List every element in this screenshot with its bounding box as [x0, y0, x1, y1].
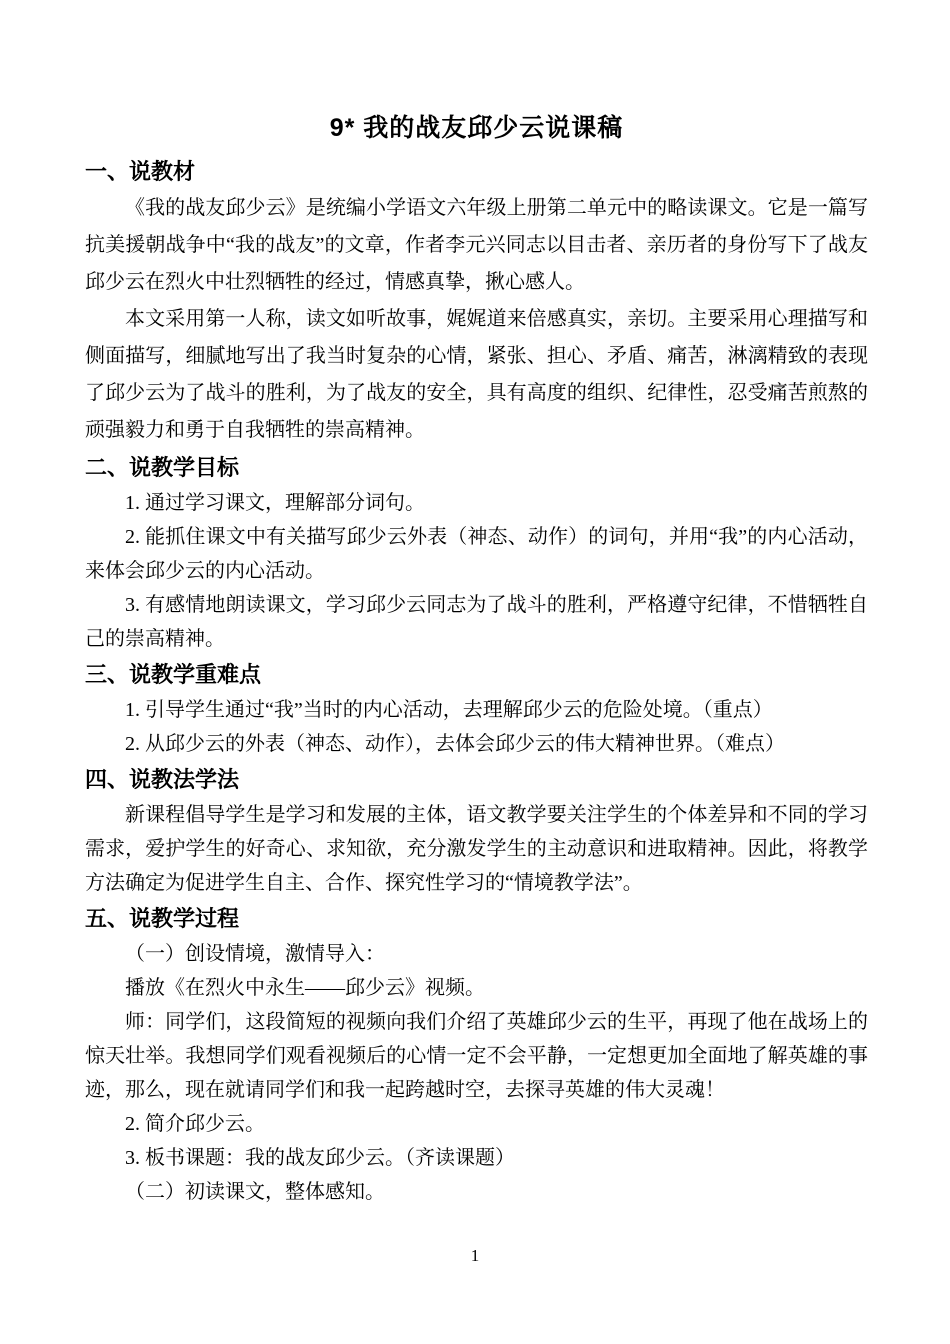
- section-heading: 四、说教法学法: [85, 767, 240, 792]
- paragraph: 《我的战友邱少云》是统编小学语文六年级上册第二单元中的略读课文。它是一篇写抗美援朝战争中“我的战友”的文章，作者李元兴同志以目击者、亲历者的身份写下了战友邱少云在烈火中壮烈牺牲的经过，情感真挚，揪心感人。: [85, 197, 868, 293]
- paragraph: 新课程倡导学生是学习和发展的主体，语文教学要关注学生的个体差异和不同的学习需求，爱护学生的好奇心、求知欲，充分激发学生的主动意识和进取精神。因此，将教学方法确定为促进学生自主、合作、探究性学习的“情境教学法”。: [85, 804, 868, 894]
- section-shuo-jiaocai: [85, 158, 868, 449]
- paragraph: 1. 通过学习课文，理解部分词句。: [125, 492, 425, 514]
- section-body: [85, 798, 868, 900]
- document-title: 9* 我的战友邱少云说课稿: [329, 114, 624, 142]
- section-body: [85, 190, 868, 449]
- paragraph: 2. 简介邱少云。: [125, 1113, 265, 1135]
- paragraph: 播放《在烈火中永生——邱少云》视频。: [125, 977, 485, 999]
- paragraph: 3. 有感情地朗读课文，学习邱少云同志为了战斗的胜利，严格遵守纪律，不惜牺牲自己的崇高精神。: [85, 594, 868, 650]
- section-heading: 三、说教学重难点: [85, 662, 262, 687]
- section-body: [85, 937, 868, 1209]
- paragraph: 2. 从邱少云的外表（神态、动作），去体会邱少云的伟大精神世界。（难点）: [125, 733, 785, 755]
- section-heading: 五、说教学过程: [85, 906, 240, 931]
- section-jiaoxue-guocheng: [85, 905, 868, 1209]
- section-body: [85, 486, 868, 656]
- paragraph: 师：同学们，这段简短的视频向我们介绍了英雄邱少云的生平，再现了他在战场上的惊天壮举。我想同学们观看视频后的心情一定不会平静，一定想更加全面地了解英雄的事迹，那么，现在就请同学们和我一起跨越时空，去探寻英雄的伟大灵魂！: [85, 1011, 868, 1101]
- page-number: 1: [470, 1246, 480, 1265]
- paragraph: 本文采用第一人称，读文如听故事，娓娓道来倍感真实，亲切。主要采用心理描写和侧面描写，细腻地写出了我当时复杂的心情，紧张、担心、矛盾、痛苦，淋漓精致的表现了邱少云为了战斗的胜利，为了战友的安全，具有高度的组织、纪律性，忍受痛苦煎熬的顽强毅力和勇于自我牺牲的崇高精神。: [85, 308, 868, 441]
- section-heading: 二、说教学目标: [85, 455, 240, 480]
- paragraph: （一）创设情境，激情导入：: [125, 943, 385, 965]
- section-heading: 一、说教材: [85, 159, 196, 184]
- paragraph: （二）初读课文，整体感知。: [125, 1181, 385, 1203]
- paragraph: 3. 板书课题：我的战友邱少云。（齐读课题）: [125, 1147, 515, 1169]
- paragraph: 1. 引导学生通过“我”当时的内心活动，去理解邱少云的危险处境。（重点）: [125, 699, 773, 721]
- section-jiaoxue-mubiao: [85, 454, 868, 656]
- section-body: [85, 693, 868, 761]
- section-jiaofa-xuefa: [85, 766, 868, 900]
- paragraph: 2. 能抓住课文中有关描写邱少云外表（神态、动作）的词句，并用“我”的内心活动，来体会邱少云的内心活动。: [85, 526, 868, 582]
- section-zhongnandian: [85, 661, 868, 761]
